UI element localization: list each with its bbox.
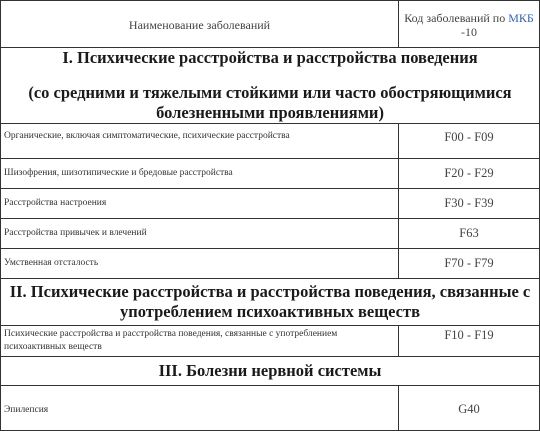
icd-code: F00 - F09 <box>399 124 540 159</box>
header-code-suffix: -10 <box>461 25 477 39</box>
section-title: I. Психические расстройства и расстройства поведения <box>62 48 478 67</box>
table-header-row <box>1 1 540 48</box>
icd-code: F70 - F79 <box>399 249 540 279</box>
section-heading: III. Болезни нервной системы <box>1 357 540 386</box>
section-heading <box>1 48 540 124</box>
section-heading-row <box>1 279 540 326</box>
disease-name: Расстройства настроения <box>1 189 399 219</box>
icd-code: F10 - F19 <box>399 326 540 357</box>
disease-name: Шизофрения, шизотипические и бредовые расстройства <box>1 159 399 189</box>
table-row <box>1 159 540 189</box>
header-code-cell <box>399 1 540 48</box>
table-row <box>1 124 540 159</box>
disease-name: Психические расстройства и расстройства поведения, связанные с употреблением психоактивных веществ <box>1 326 399 357</box>
disease-name: Эпилепсия <box>1 386 399 431</box>
table-row <box>1 249 540 279</box>
section-heading-row <box>1 357 540 386</box>
section-heading: II. Психические расстройства и расстройства поведения, связанные с употреблением психоактивных веществ <box>1 279 540 326</box>
table-row <box>1 326 540 357</box>
section-subtitle: (со средними и тяжелыми стойкими или часто обостряющимися болезненными проявлениями) <box>28 83 512 122</box>
icd-code: F20 - F29 <box>399 159 540 189</box>
disease-name: Органические, включая симптоматические, психические расстройства <box>1 124 399 159</box>
section-heading-row <box>1 48 540 124</box>
mkb-link[interactable]: МКБ <box>508 11 534 25</box>
icd-code: F30 - F39 <box>399 189 540 219</box>
table-row <box>1 219 540 249</box>
header-code-text: Код заболеваний по <box>404 11 509 25</box>
icd-code: F63 <box>399 219 540 249</box>
disease-name: Расстройства привычек и влечений <box>1 219 399 249</box>
table-row <box>1 386 540 431</box>
table-row <box>1 189 540 219</box>
icd-code: G40 <box>399 386 540 431</box>
disease-name: Умственная отсталость <box>1 249 399 279</box>
header-name-cell: Наименование заболеваний <box>1 1 399 48</box>
